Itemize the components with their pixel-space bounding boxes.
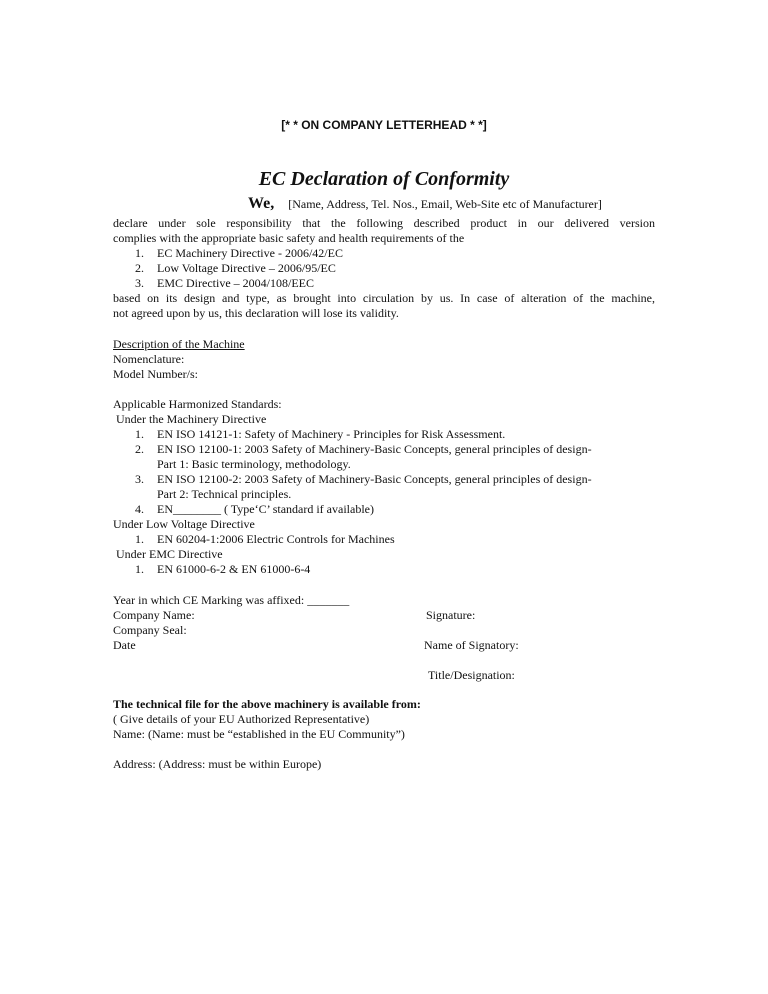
machinery-directive-heading: Under the Machinery Directive [116,412,267,426]
we-label: We, [248,195,275,212]
standard-item: EN________ ( Type‘C’ standard if available) [157,502,374,516]
document-title: EC Declaration of Conformity [258,168,510,190]
standard-number: 2. [135,442,144,456]
standard-number: 4. [135,502,144,516]
directive-number: 3. [135,276,144,290]
directive-item: EC Machinery Directive - 2006/42/EC [157,246,343,260]
standard-number: 3. [135,472,144,486]
standards-heading: Applicable Harmonized Standards: [113,397,282,411]
standard-item-continued: Part 1: Basic terminology, methodology. [157,457,351,471]
intro-line-1: declare under sole responsibility that the following described product in our delivered version [113,216,655,230]
standard-item-continued: Part 2: Technical principles. [157,487,292,501]
low-voltage-heading: Under Low Voltage Directive [113,517,255,531]
standard-item: EN ISO 12100-1: 2003 Safety of Machinery-Basic Concepts, general principles of design- [157,442,592,456]
machine-heading: Description of the Machine [113,337,245,351]
signature-field: Signature: [426,608,476,622]
directive-item: EMC Directive – 2004/108/EEC [157,276,314,290]
standard-number: 1. [135,532,144,546]
standard-item: EN ISO 12100-2: 2003 Safety of Machinery-Basic Concepts, general principles of design- [157,472,592,486]
basis-line-1: based on its design and type, as brought into circulation by us. In case of alteration of the machine, [113,291,655,305]
standard-item: EN 61000-6-2 & EN 61000-6-4 [157,562,311,576]
designation-field: Title/Designation: [428,668,515,682]
intro-paragraph [113,216,655,246]
emc-heading: Under EMC Directive [116,547,223,561]
standards-section [113,397,655,427]
manufacturer-line [248,196,602,212]
representative-name-field: Name: (Name: must be “established in the EU Community”) [113,727,405,741]
intro-line-2: complies with the appropriate basic safety and health requirements of the [113,231,465,245]
standard-item: EN 60204-1:2006 Electric Controls for Machines [157,532,395,546]
basis-line-2: not agreed upon by us, this declaration will lose its validity. [113,306,399,320]
nomenclature-field: Nomenclature: [113,352,185,366]
company-name-field: Company Name: [113,608,195,622]
manufacturer-details: [Name, Address, Tel. Nos., Email, Web-Site etc of Manufacturer] [288,197,602,211]
date-field: Date [113,638,136,652]
representative-address-field: Address: (Address: must be within Europe) [113,757,322,771]
signatory-field: Name of Signatory: [424,638,519,652]
ce-year-field: Year in which CE Marking was affixed: _______ [113,593,350,607]
directive-item: Low Voltage Directive – 2006/95/EC [157,261,336,275]
letterhead-placeholder: [* * ON COMPANY LETTERHEAD * *] [281,118,487,132]
standard-item: EN ISO 14121-1: Safety of Machinery - Principles for Risk Assessment. [157,427,506,441]
technical-file-heading: The technical file for the above machinery is available from: [113,697,421,711]
company-seal-field: Company Seal: [113,623,187,637]
model-number-field: Model Number/s: [113,367,198,381]
basis-paragraph [113,291,655,321]
directive-number: 1. [135,246,144,260]
directive-number: 2. [135,261,144,275]
machine-section [113,337,655,382]
eu-representative-note: ( Give details of your EU Authorized Representative) [113,712,370,726]
standard-number: 1. [135,427,144,441]
standard-number: 1. [135,562,144,576]
